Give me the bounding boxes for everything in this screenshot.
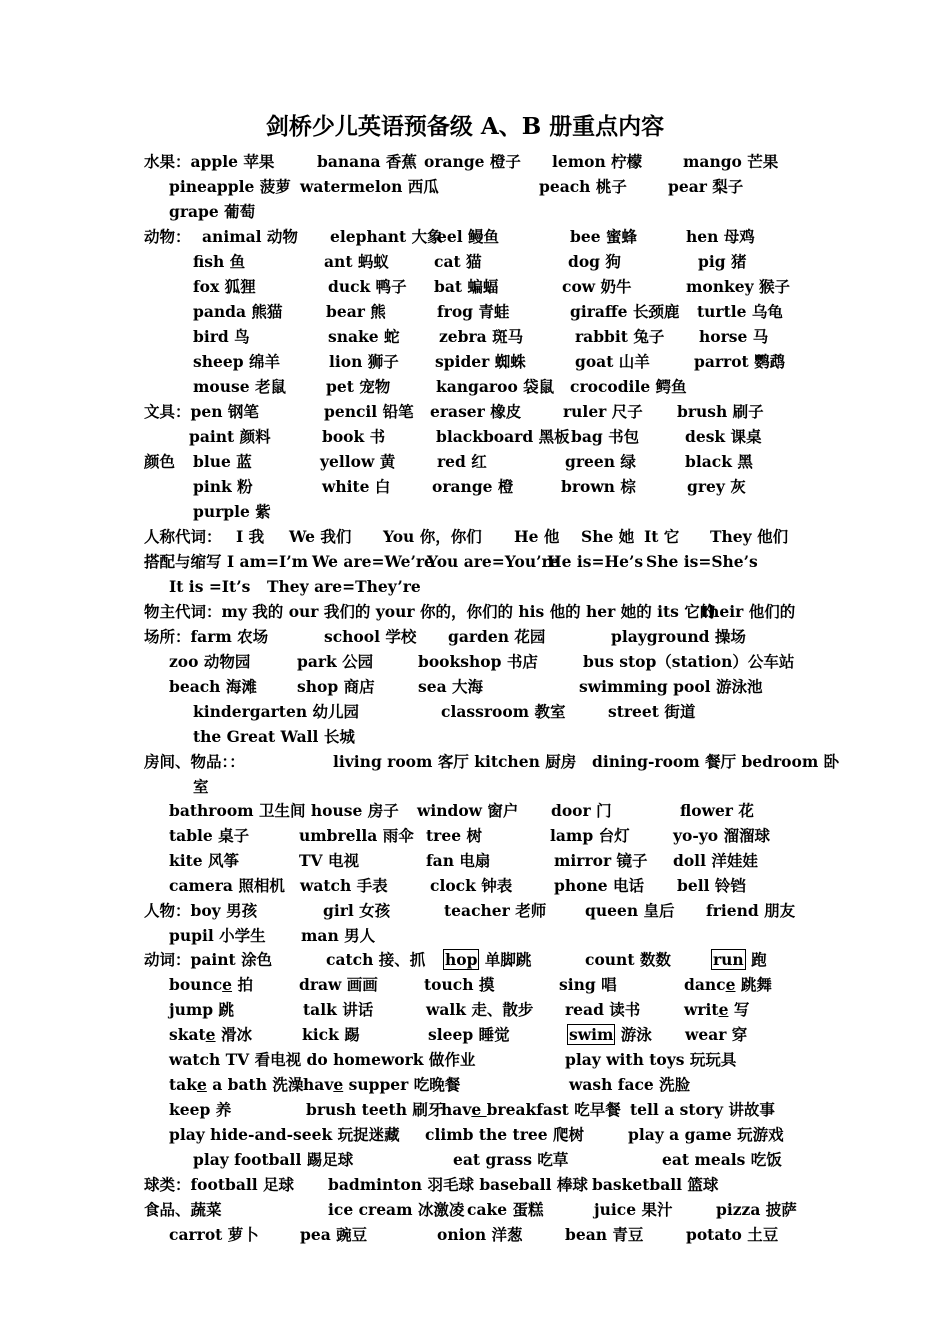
word-entry: 搭配与缩写 I am=I’m [144, 552, 309, 571]
word-entry: kangaroo 袋鼠 [436, 377, 555, 396]
word-entry: pencil 铅笔 [324, 402, 414, 421]
word-entry [303, 1073, 460, 1097]
word-entry: queen 皇后 [585, 901, 675, 920]
word-entry: bookshop 书店 [418, 652, 538, 671]
word-entry: 人物：boy 男孩 [144, 901, 258, 920]
word-entry: It is =It’s [169, 577, 251, 596]
word-entry: man 男人 [301, 926, 376, 945]
word-entry: catch 接、抓 [326, 950, 426, 969]
word-entry: monkey 猴子 [686, 277, 791, 296]
underlined-letter: e [718, 1000, 729, 1019]
word-entry: girl 女孩 [323, 901, 391, 920]
word-entry: zebra 斑马 [439, 327, 524, 346]
word-entry: talk 讲话 [303, 1000, 374, 1019]
word-entry: kindergarten 幼儿园 [193, 702, 359, 721]
word-entry: watch 手表 [300, 876, 388, 895]
word-entry [567, 1023, 652, 1047]
word-part: writ [684, 1000, 719, 1019]
word-entry [443, 948, 531, 972]
word-entry: beach 海滩 [169, 677, 257, 696]
word-entry: park 公园 [297, 652, 374, 671]
word-entry: sheep 绵羊 [193, 352, 280, 371]
word-entry: You 你，你们 [383, 527, 482, 546]
word-meaning: 单脚跳 [484, 950, 532, 969]
word-entry: draw 画画 [299, 975, 378, 994]
word-entry: It 它 [644, 527, 680, 546]
word-entry: camera 照相机 [169, 876, 285, 895]
word-entry: We 我们 [289, 527, 352, 546]
word-entry: bathroom 卫生间 house 房子 [169, 801, 399, 820]
word-entry: mirror 镜子 [554, 851, 648, 870]
word-entry: jump 跳 [169, 1000, 235, 1019]
word-entry: duck 鸭子 [328, 277, 407, 296]
word-entry: potato 土豆 [686, 1225, 779, 1244]
word-entry: walk 走、散步 [426, 1000, 534, 1019]
word-entry: orange 橙 [432, 477, 514, 496]
word-entry: goat 山羊 [575, 352, 650, 371]
word-entry: 文具：pen 钢笔 [144, 402, 259, 421]
section-label: 房间、物品：： [144, 752, 245, 771]
section-label: 颜色 [144, 452, 176, 471]
word-entry: 球类：football 足球 [144, 1175, 295, 1194]
word-entry: bear 熊 [326, 302, 386, 321]
word-entry: play hide-and-seek 玩捉迷藏 [169, 1125, 400, 1144]
word-entry: She is=She’s [646, 552, 758, 571]
word-entry: mouse 老鼠 [193, 377, 286, 396]
word-entry: crocodile 鳄鱼 [570, 377, 687, 396]
word-entry: frog 青蛙 [437, 302, 510, 321]
word-entry: eel 鳗鱼 [437, 227, 500, 246]
word-entry: pineapple 菠萝 [169, 177, 291, 196]
word-meaning: 写 [733, 1000, 750, 1019]
word-meaning: a bath 洗澡 [212, 1075, 304, 1094]
word-entry: pink 粉 [193, 477, 253, 496]
word-entry: blue 蓝 [193, 452, 252, 471]
underlined-letter: e [205, 1025, 216, 1044]
word-entry [169, 973, 253, 997]
word-entry: doll 洋娃娃 [673, 851, 758, 870]
word-entry: grape 葡萄 [169, 202, 256, 221]
word-entry: teacher 老师 [444, 901, 547, 920]
word-entry: ruler 尺子 [563, 402, 643, 421]
word-entry: garden 花园 [448, 627, 546, 646]
word-entry: cat 猫 [434, 252, 482, 271]
section-label: 动物： [144, 227, 191, 246]
word-entry: the Great Wall 长城 [193, 727, 355, 746]
word-entry: phone 电话 [554, 876, 644, 895]
word-entry: classroom 教室 [441, 702, 566, 721]
word-part: hav [303, 1075, 334, 1094]
word-entry: umbrella 雨伞 [299, 826, 414, 845]
word-entry: brush teeth 刷牙 [306, 1100, 444, 1119]
word-entry: sing 唱 [559, 975, 617, 994]
word-entry: read 读书 [565, 1000, 641, 1019]
word-entry: ice cream 冰激凌 [328, 1200, 465, 1219]
word-meaning: 游泳 [620, 1025, 652, 1044]
word-entry: dining-room 餐厅 bedroom 卧 [592, 752, 840, 771]
word-entry: fish 鱼 [193, 252, 246, 271]
word-entry: panda 熊猫 [193, 302, 283, 321]
word-entry: keep 养 [169, 1100, 232, 1119]
word-entry: kite 风筝 [169, 851, 240, 870]
word-entry: sleep 睡觉 [428, 1025, 510, 1044]
word-entry: They are=They’re [267, 577, 421, 596]
word-entry: desk 课桌 [685, 427, 762, 446]
word-entry: parrot 鹦鹉 [694, 352, 786, 371]
word-entry: count 数数 [585, 950, 671, 969]
word-entry: swimming pool 游泳池 [579, 677, 763, 696]
word-entry: lamp 台灯 [550, 826, 630, 845]
word-entry: fan 电扇 [426, 851, 491, 870]
underlined-letter: e [725, 975, 736, 994]
word-entry: carrot 萝卜 [169, 1225, 259, 1244]
word-part: bounc [169, 975, 223, 994]
word-entry: eat meals 吃饭 [662, 1150, 782, 1169]
underlined-letter: e [333, 1075, 344, 1094]
word-entry: touch 摸 [424, 975, 495, 994]
word-entry: peach 桃子 [539, 177, 627, 196]
word-meaning: 滑冰 [220, 1025, 252, 1044]
word-meaning: breakfast 吃早餐 [486, 1100, 621, 1119]
word-entry: 场所：farm 农场 [144, 627, 269, 646]
boxed-word: hop [445, 950, 478, 969]
word-entry: fox 狐狸 [193, 277, 256, 296]
word-entry: spider 蜘蛛 [435, 352, 526, 371]
word-entry: rabbit 兔子 [575, 327, 665, 346]
word-entry: He 他 [514, 527, 560, 546]
word-entry: friend 朋友 [706, 901, 796, 920]
word-entry: grey 灰 [687, 477, 746, 496]
word-meaning: 拍 [237, 975, 253, 994]
word-entry: wash face 洗脸 [569, 1075, 691, 1094]
word-part: danc [684, 975, 726, 994]
word-entry: banana 香蕉 [317, 152, 417, 171]
word-entry: climb the tree 爬树 [425, 1125, 584, 1144]
word-entry: black 黑 [685, 452, 753, 471]
word-entry [169, 1073, 303, 1097]
word-entry: 动词：paint 涂色 [144, 950, 273, 969]
word-entry: paint 颜料 [189, 427, 271, 446]
word-entry: eat grass 吃草 [453, 1150, 569, 1169]
word-entry: tell a story 讲故事 [630, 1100, 775, 1119]
word-entry: play a game 玩游戏 [628, 1125, 784, 1144]
word-part: tak [169, 1075, 197, 1094]
word-entry: bat 蝙蝠 [434, 277, 499, 296]
word-entry: pet 宠物 [326, 377, 391, 396]
word-entry: wear 穿 [685, 1025, 748, 1044]
word-entry: lemon 柠檬 [552, 152, 643, 171]
word-entry: blackboard 黑板 [436, 427, 570, 446]
word-entry: eraser 橡皮 [430, 402, 522, 421]
word-entry [684, 973, 772, 997]
word-entry: bean 青豆 [565, 1225, 644, 1244]
word-entry [441, 1098, 621, 1122]
word-entry: their 他们的 [701, 602, 796, 621]
word-entry: bag 书包 [571, 427, 640, 446]
word-entry: She 她 [581, 527, 635, 546]
word-entry: They 他们 [710, 527, 789, 546]
word-entry: school 学校 [324, 627, 417, 646]
word-entry: I 我 [236, 527, 265, 546]
word-entry: shop 商店 [297, 677, 375, 696]
word-part: hav [441, 1100, 472, 1119]
word-entry: bus stop（station）公车站 [583, 652, 795, 671]
word-entry: street 街道 [608, 702, 696, 721]
word-entry: pig 猪 [698, 252, 747, 271]
word-entry: flower 花 [680, 801, 754, 820]
word-entry: onion 洋葱 [437, 1225, 523, 1244]
word-entry: 物主代词：my 我的 our 我们的 your 你的，你们的 his 他的 her 她的 its 它的 [144, 602, 716, 621]
word-meaning: supper 吃晚餐 [348, 1075, 461, 1094]
word-entry: 水果：apple 苹果 [144, 152, 275, 171]
word-entry: watch TV 看电视 do homework 做作业 [169, 1050, 476, 1069]
boxed-word: run [713, 950, 744, 969]
word-entry: turtle 乌龟 [697, 302, 783, 321]
word-entry: yellow 黄 [320, 452, 396, 471]
word-entry: TV 电视 [299, 851, 359, 870]
word-part: skat [169, 1025, 206, 1044]
word-entry: orange 橙子 [424, 152, 521, 171]
word-entry: juice 果汁 [594, 1200, 673, 1219]
word-entry: watermelon 西瓜 [300, 177, 439, 196]
boxed-word: swim [569, 1025, 614, 1044]
word-entry: living room 客厅 kitchen 厨房 [333, 752, 577, 771]
word-entry: pea 豌豆 [300, 1225, 368, 1244]
word-entry: hen 母鸡 [686, 227, 755, 246]
word-entry: zoo 动物园 [169, 652, 251, 671]
word-entry: basketball 篮球 [592, 1175, 719, 1194]
underlined-letter: e [196, 1075, 207, 1094]
word-entry: window 窗户 [417, 801, 519, 820]
word-entry: yo-yo 溜溜球 [673, 826, 771, 845]
word-entry: dog 狗 [568, 252, 621, 271]
word-entry: white 白 [322, 477, 391, 496]
word-entry: animal 动物 [202, 227, 298, 246]
underlined-letter: e [471, 1100, 487, 1119]
word-entry [711, 948, 767, 972]
word-entry: book 书 [322, 427, 386, 446]
word-entry: elephant 大象 [330, 227, 443, 246]
word-entry: green 绿 [565, 452, 636, 471]
word-entry: pupil 小学生 [169, 926, 266, 945]
word-entry: brush 刷子 [677, 402, 764, 421]
word-entry: cow 奶牛 [562, 277, 632, 296]
word-entry: tree 树 [426, 826, 482, 845]
word-entry: mango 芒果 [683, 152, 779, 171]
word-entry: play football 踢足球 [193, 1150, 354, 1169]
word-entry: You are=You’re [427, 552, 560, 571]
word-entry: We are=We’re [312, 552, 434, 571]
word-entry: bell 铃铛 [677, 876, 746, 895]
word-entry [684, 998, 749, 1022]
word-entry: door 门 [551, 801, 612, 820]
word-entry: brown 棕 [561, 477, 636, 496]
underlined-letter: e [222, 975, 233, 994]
word-entry [169, 1023, 252, 1047]
section-label: 人称代词： [144, 527, 222, 546]
word-entry: play with toys 玩玩具 [565, 1050, 737, 1069]
word-entry: cake 蛋糕 [467, 1200, 544, 1219]
word-entry: snake 蛇 [328, 327, 400, 346]
word-entry: 室 [193, 777, 209, 796]
word-entry: clock 钟表 [430, 876, 513, 895]
word-entry: sea 大海 [418, 677, 484, 696]
word-entry: pizza 披萨 [716, 1200, 797, 1219]
word-entry: horse 马 [699, 327, 769, 346]
word-meaning: 跳舞 [740, 975, 772, 994]
word-entry: red 红 [437, 452, 487, 471]
word-entry: He is=He’s [547, 552, 644, 571]
word-meaning: 跑 [751, 950, 767, 969]
word-entry: kick 踢 [302, 1025, 360, 1044]
word-entry: bee 蜜蜂 [570, 227, 637, 246]
word-entry: table 桌子 [169, 826, 250, 845]
word-entry: ant 蚂蚁 [324, 252, 389, 271]
word-entry: playground 操场 [611, 627, 746, 646]
word-entry: badminton 羽毛球 baseball 棒球 [328, 1175, 588, 1194]
section-label: 食品、蔬菜 [144, 1200, 222, 1219]
word-entry: giraffe 长颈鹿 [570, 302, 680, 321]
page-title: 剑桥少儿英语预备级 A、B 册重点内容 [265, 113, 665, 140]
word-entry: pear 梨子 [668, 177, 744, 196]
word-entry: bird 鸟 [193, 327, 250, 346]
word-entry: lion 狮子 [329, 352, 399, 371]
word-entry: purple 紫 [193, 502, 271, 521]
